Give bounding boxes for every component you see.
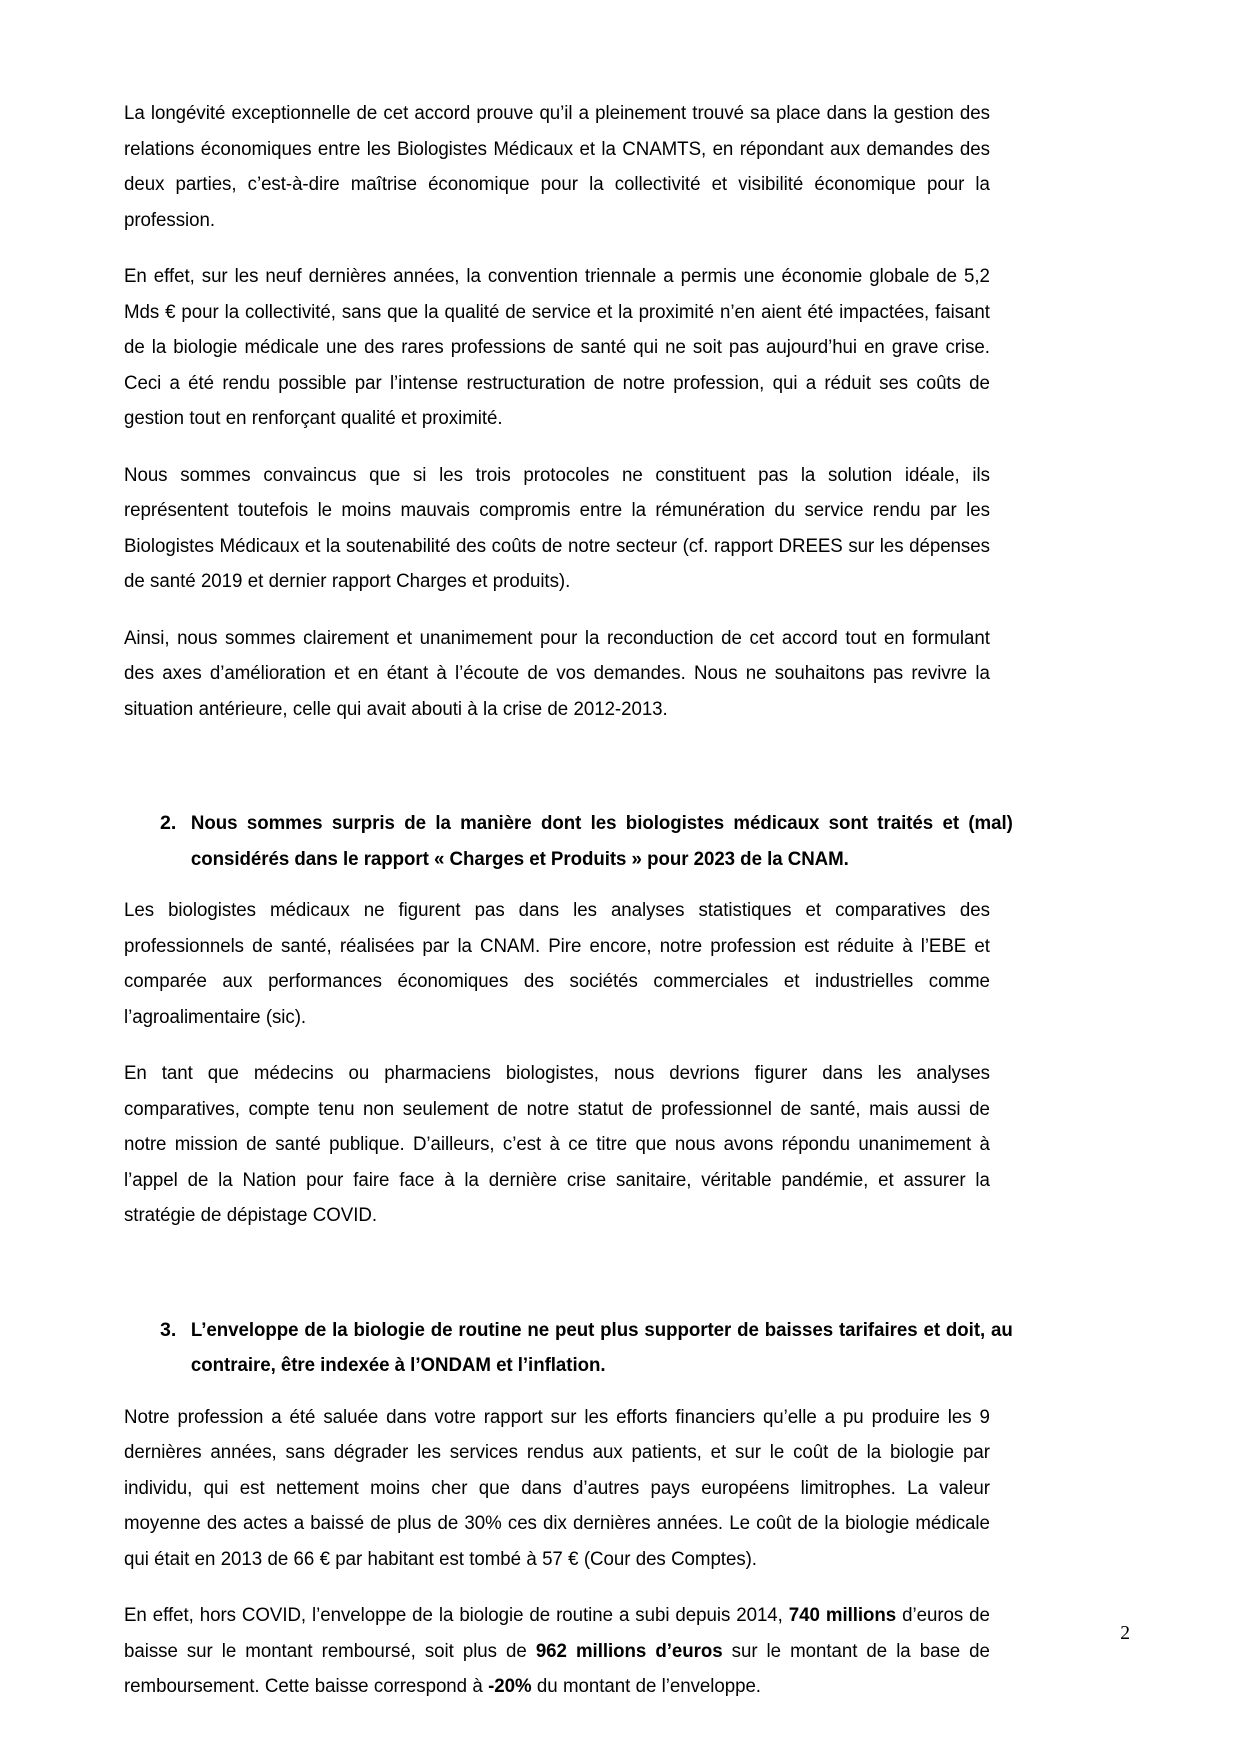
spacer-before-heading-2 [124,748,990,806]
spacer-after-heading-2 [124,881,990,893]
page-content [124,96,1013,1705]
paragraph-8-segment-4: du montant de l’enveloppe. [531,1675,761,1697]
page-number: 2 [1120,1623,1130,1644]
paragraph-4: Ainsi, nous sommes clairement et unanimement pour la reconduction de cet accord tout en formulant des axes d’amélioration et en étant à l’écoute de vos demandes. Nous ne souhaitons pas revivre la situation antérieure, celle qui avait abouti à la crise de 2012-2013. [124,626,990,720]
paragraph-3: Nous sommes convaincus que si les trois protocoles ne constituent pas la solution idéale, ils représentent toutefois le moins mauvais compromis entre la rémunération du service rendu par les Biologistes Médicaux et la soutenabilité des coûts de notre secteur (cf. rapport DREES sur les dépenses de santé 2019 et dernier rapport Charges et produits). [124,463,990,592]
spacer-after-heading-3 [124,1388,990,1400]
heading-2-number: 2. [160,812,177,834]
heading-3-text: L’enveloppe de la biologie de routine ne peut plus supporter de baisses tarifaires et doit, au contraire, être indexée à l’ONDAM et l’inflation. [190,1318,1013,1376]
heading-2-text: Nous sommes surpris de la manière dont les biologistes médicaux sont traités et (mal) considérés dans le rapport « Charges et Produits » pour 2023 de la CNAM. [190,812,1013,870]
spacer-before-heading-3 [124,1255,990,1313]
paragraph-8-segment-2: d’euros de baisse sur le montant remboursé, soit plus de [124,1604,990,1662]
paragraph-7: Notre profession a été saluée dans votre rapport sur les efforts financiers qu’elle a pu produire les 9 dernières années, sans dégrader les services rendus aux patients, et sur le coût de la biologie par individu, qui est nettement moins cher que dans d’autres pays européens limitrophes. La valeur moyenne des actes a baissé de plus de 30% ces dix dernières années. Le coût de la biologie médicale qui était en 2013 de 66 € par habitant est tombé à 57 € (Cour des Comptes). [124,1405,990,1570]
heading-2 [124,806,1013,877]
paragraph-6: En tant que médecins ou pharmaciens biologistes, nous devrions figurer dans les analyses comparatives, compte tenu non seulement de notre statut de professionnel de santé, mais aussi de notre mission de santé publique. D’ailleurs, c’est à ce titre que nous avons répondu unanimement à l’appel de la Nation pour faire face à la dernière crise sanitaire, véritable pandémie, et assurer la stratégie de dépistage COVID. [124,1062,990,1226]
heading-3 [124,1313,1013,1384]
paragraph-1: La longévité exceptionnelle de cet accord prouve qu’il a pleinement trouvé sa place dans la gestion des relations économiques entre les Biologistes Médicaux et la CNAMTS, en répondant aux demandes des deux parties, c’est-à-dire maîtrise économique pour la collectivité et visibilité économique pour la profession. [124,102,990,231]
paragraph-5: Les biologistes médicaux ne figurent pas dans les analyses statistiques et comparatives des professionnels de santé, réalisées par la CNAM. Pire encore, notre profession est réduite à l’EBE et comparée aux performances économiques des sociétés commerciales et industrielles comme l’agroalimentaire (sic). [124,899,990,1028]
paragraph-8-bold-2: 962 millions d’euros [535,1639,723,1662]
paragraph-8-segment-1: En effet, hors COVID, l’enveloppe de la biologie de routine a subi depuis 2014, [124,1604,789,1626]
paragraph-8 [124,1598,990,1705]
paragraph-8-bold-1: 740 millions [788,1604,897,1626]
paragraph-8-bold-3: -20% [488,1675,532,1697]
heading-3-number: 3. [160,1318,177,1341]
paragraph-2: En effet, sur les neuf dernières années, la convention triennale a permis une économie globale de 5,2 Mds € pour la collectivité, sans que la qualité de service et la proximité n’en aient été impactées, faisant de la biologie médicale une des rares professions de santé qui ne soit pas aujourd’hui en grave crise. Ceci a été rendu possible par l’intense restructuration de notre profession, qui a réduit ses coûts de gestion tout en renforçant qualité et proximité. [124,265,990,429]
paragraph-8-segment-3: sur le montant de la base de remboursement. Cette baisse correspond à [124,1639,990,1697]
